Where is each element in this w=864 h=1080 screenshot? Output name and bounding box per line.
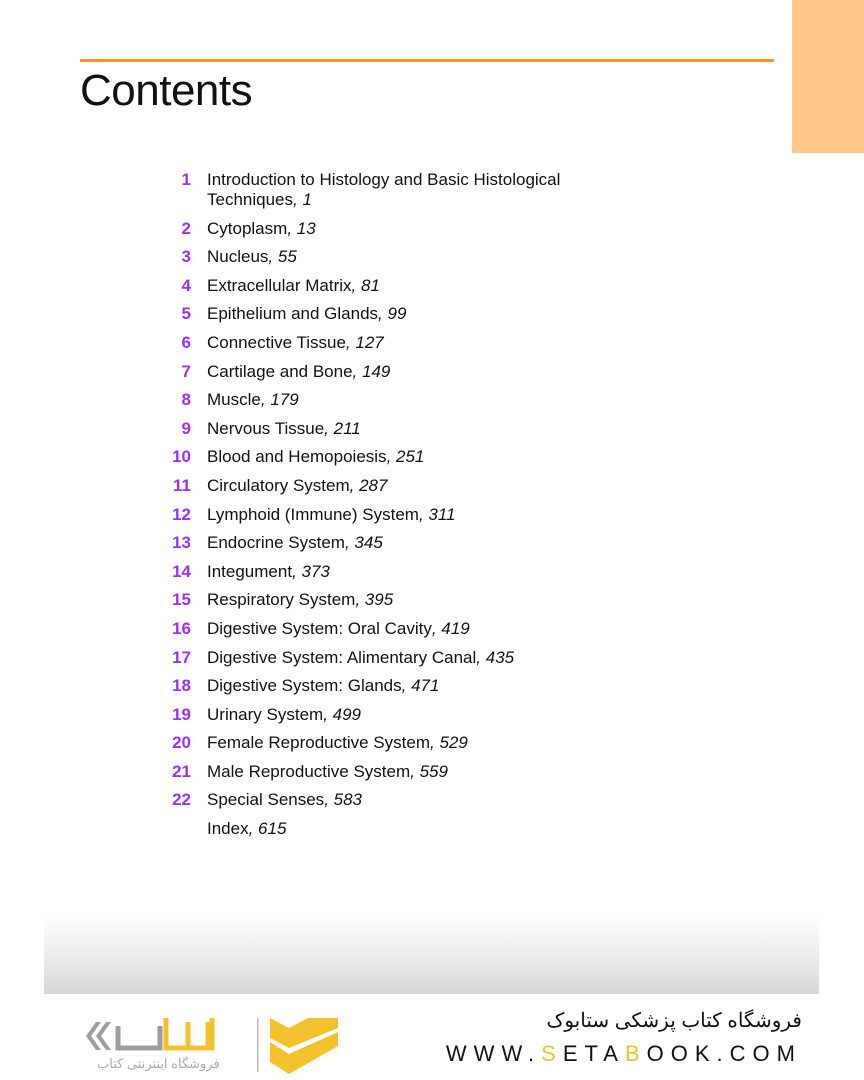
logo-wordmark-icon [118,1018,212,1048]
chapter-title: Male Reproductive System [207,761,411,781]
chapter-page-sep: , [260,390,271,410]
chapter-entry [207,533,383,553]
chapter-number: 21 [172,761,191,781]
chapter-title: Integument [207,561,293,581]
chapter-entry [207,505,456,525]
chapter-page-sep: , [248,819,259,839]
chapter-page-sep: , [293,190,303,209]
toc-chapter-row[interactable] [160,762,640,782]
chapter-entry [207,362,390,382]
chapter-title: Digestive System: Alimentary Canal [207,647,477,667]
chapter-page-sep: , [418,504,429,524]
chapter-title: Nervous Tissue [207,418,325,438]
chapter-number: 18 [172,676,191,696]
chapter-number: 16 [172,618,191,638]
store-name-persian: فروشگاه کتاب پزشکی ستابوک [546,1010,802,1032]
chapter-page: 81 [361,275,380,295]
orange-header-rule [80,59,774,62]
chapter-number: 11 [173,475,191,495]
chapter-entry [207,276,380,296]
chapter-page-sep: , [355,590,365,610]
chapter-page-sep: , [429,733,440,753]
chapter-title: Cartilage and Bone [207,361,353,381]
chapter-page-sep: , [349,475,360,495]
chapter-page-sep: , [351,275,361,295]
chapter-page-sep: , [345,332,356,352]
chapter-page-sep: , [323,704,333,724]
chapter-number: 5 [181,304,191,324]
url-highlight: S [541,1041,563,1066]
chapter-page-sep: , [287,218,297,238]
chapter-number: 4 [181,275,191,295]
url-highlight: B [624,1041,647,1066]
toc-chapter-row[interactable] [160,790,640,810]
chapter-title: Connective Tissue [207,332,346,352]
chapter-title: Lymphoid (Immune) System [207,504,419,524]
url-part: ETA [562,1041,625,1066]
page-title: Contents [80,66,253,115]
toc-chapter-row[interactable] [160,304,640,324]
chapter-title: Respiratory System [207,590,356,610]
chapter-entry [207,219,316,239]
chapter-title: Cytoplasm [207,218,288,238]
chapter-title: Introduction to Histology and Basic Histological Techniques [207,170,561,209]
url-part: WWW. [445,1041,542,1066]
toc-chapter-row[interactable] [160,447,640,467]
chapter-number: 7 [181,361,191,381]
chapter-title: Nucleus [207,247,269,267]
chapter-entry [207,247,297,267]
chapter-entry [207,562,330,582]
chapter-title: Blood and Hemopoiesis [207,447,387,467]
footer-shadow-band [44,915,819,994]
chapter-entry [207,648,514,668]
chapter-title: Urinary System [207,704,324,724]
chapter-title: Circulatory System [207,475,350,495]
chapter-title: Special Senses [207,790,325,810]
chapter-page: 583 [333,790,363,810]
chapter-number: 14 [172,561,191,581]
chapter-number: 6 [181,332,191,352]
chapter-page-sep: , [401,676,412,696]
chapter-page: 435 [485,647,515,667]
chapter-page: 395 [364,590,394,610]
chapter-number: 1 [181,170,191,189]
chapter-entry [207,676,439,696]
toc-chapter-row[interactable] [160,170,640,210]
chapter-entry [207,170,640,210]
chapter-page-sep: , [386,447,397,467]
chapter-number: 17 [172,647,191,667]
chapter-title: Muscle [207,390,261,410]
chapter-entry [207,476,387,496]
chapter-page-sep: , [324,790,334,810]
chapter-page: 251 [396,447,425,467]
chapter-entry [207,333,384,353]
toc-chapter-row[interactable] [160,648,640,668]
chapter-page: 1 [302,190,312,209]
chapter-number: 2 [181,218,191,238]
chapter-page-sep: , [378,304,388,324]
orange-page-tab [792,0,864,153]
chapter-entry [207,733,468,753]
chapter-page-sep: , [476,647,486,667]
chapter-page-sep: , [268,247,278,267]
chapter-entry [207,819,286,839]
table-of-contents [160,170,640,848]
chapter-page: 499 [332,704,362,724]
chapter-page: 55 [277,247,297,267]
footer-text [446,1008,802,1067]
chapter-page: 373 [301,561,330,581]
chapter-title: Epithelium and Glands [207,304,379,324]
chapter-number [160,819,191,839]
chapter-number: 10 [172,447,191,467]
chapter-number: 22 [172,790,191,810]
chevron-shield-icon [270,1018,338,1074]
chapter-number: 15 [172,590,191,610]
chapter-page-sep: , [410,761,420,781]
toc-chapter-row[interactable] [160,276,640,296]
toc-chapter-row[interactable] [160,247,640,267]
chapter-title: Digestive System: Oral Cavity [207,618,432,638]
chapter-page: 127 [355,332,384,352]
url-part: OOK.COM [646,1041,802,1066]
chapter-number: 13 [172,533,191,553]
chapter-page: 345 [354,533,383,553]
toc-chapter-row[interactable] [160,676,640,696]
chapter-number: 19 [172,704,191,724]
chapter-entry [207,705,361,725]
chapter-page: 559 [419,761,448,781]
chapter-page: 311 [428,504,456,524]
chapter-page: 211 [333,418,361,438]
toc-chapter-row[interactable] [160,733,640,753]
toc-chapter-row[interactable] [160,590,640,610]
toc-chapter-row[interactable] [160,505,640,525]
chapter-page: 287 [359,475,388,495]
toc-chapter-row[interactable] [160,419,640,439]
chapter-title: Female Reproductive System [207,733,430,753]
chapter-page-sep: , [324,418,334,438]
chapter-title: Index [207,819,249,839]
chapter-page: 419 [441,618,470,638]
toc-chapter-row[interactable] [160,619,640,639]
toc-chapter-row[interactable] [160,333,640,353]
chapter-entry [207,762,448,782]
chapter-entry [207,390,299,410]
chapter-entry [207,790,362,810]
chapter-entry [207,619,470,639]
chapter-number: 8 [181,390,191,410]
chapter-number: 12 [172,504,191,524]
chapter-title: Endocrine System [207,533,345,553]
toc-chapter-row[interactable] [160,533,640,553]
chapter-entry [207,419,361,439]
chapter-page: 471 [411,676,440,696]
chapter-page-sep: , [431,618,442,638]
toc-chapter-row[interactable] [160,219,640,239]
chapter-page-sep: , [292,561,302,581]
chapter-title: Digestive System: Glands [207,676,402,696]
chapter-page: 529 [439,733,468,753]
chapter-number: 20 [172,733,191,753]
double-chevron-icon [86,1022,111,1050]
toc-chapter-row[interactable] [160,362,640,382]
chapter-page: 13 [296,218,316,238]
chapter-page: 615 [258,819,287,839]
chapter-entry [207,304,406,324]
toc-chapter-row[interactable] [160,390,640,410]
toc-chapter-row[interactable] [160,476,640,496]
chapter-number: 3 [181,247,191,267]
chapter-page-sep: , [352,361,362,381]
chapter-page: 149 [362,361,391,381]
chapter-entry [207,590,393,610]
toc-chapter-row[interactable] [160,705,640,725]
toc-chapter-row[interactable] [160,562,640,582]
store-url[interactable] [446,1041,802,1067]
chapter-entry [207,447,424,467]
chapter-page-sep: , [344,533,355,553]
toc-index-row[interactable] [160,819,640,839]
chapter-page: 179 [270,390,299,410]
chapter-page: 99 [387,304,407,324]
chapter-title: Extracellular Matrix [207,275,352,295]
chapter-number: 9 [181,418,191,438]
logo-subtitle: فروشگاه اینترنتی کتاب [97,1056,220,1071]
